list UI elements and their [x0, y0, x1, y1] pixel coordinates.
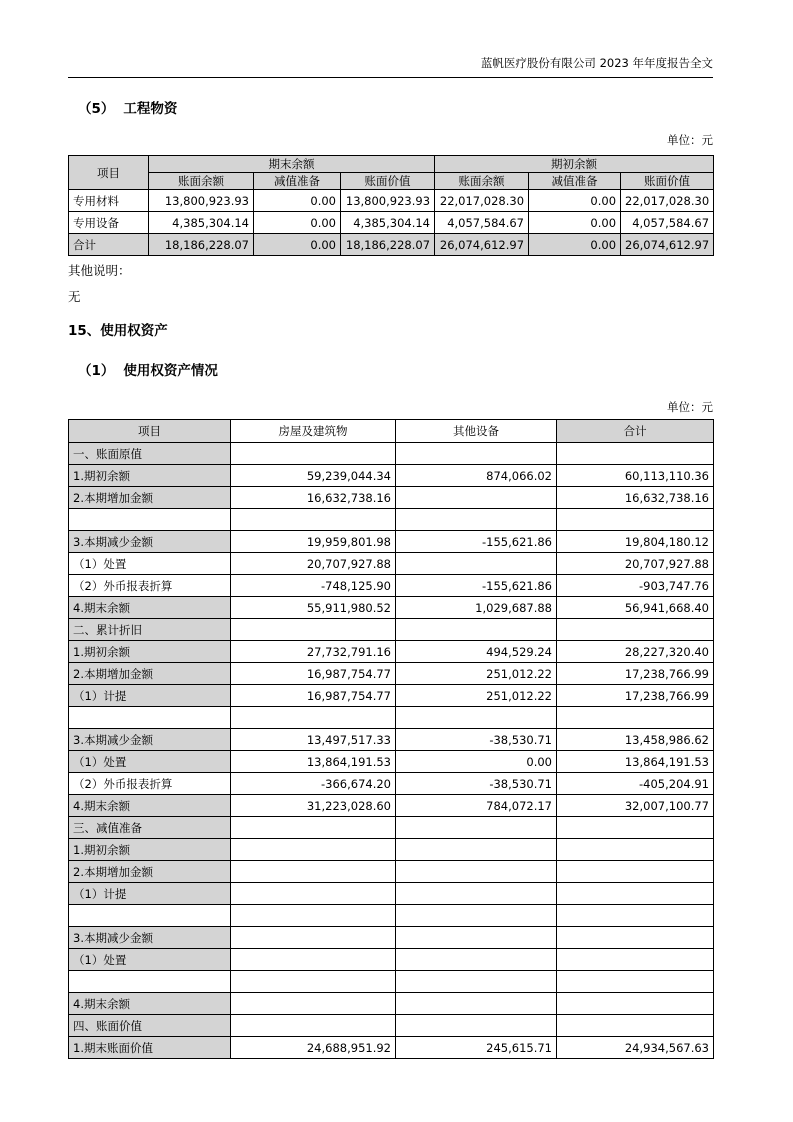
table-engineering-materials: [68, 155, 714, 256]
cell-value: 31,223,028.60: [231, 795, 396, 817]
table-row: [69, 861, 714, 883]
row-label: 1.期初余额: [69, 641, 231, 663]
cell-value: -155,621.86: [396, 575, 557, 597]
cell-value: 251,012.22: [396, 685, 557, 707]
table-header-row-sub: [69, 173, 714, 190]
row-label: （1）计提: [69, 883, 231, 905]
cell-value: 19,804,180.12: [557, 531, 714, 553]
table-header-row-top: [69, 156, 714, 173]
cell-value: [396, 1015, 557, 1037]
row-label: 2.本期增加金额: [69, 861, 231, 883]
row-label: 1.期初余额: [69, 465, 231, 487]
cell-value: [231, 509, 396, 531]
row-label: （2）外币报表折算: [69, 575, 231, 597]
heading-section-5-number: （5）: [78, 101, 115, 117]
cell-value: 20,707,927.88: [231, 553, 396, 575]
row-label: 四、账面价值: [69, 1015, 231, 1037]
cell-value: [396, 839, 557, 861]
table-row: [69, 751, 714, 773]
cell-value: 13,800,923.93: [341, 190, 435, 212]
cell-value: 251,012.22: [396, 663, 557, 685]
cell-value: 55,911,980.52: [231, 597, 396, 619]
row-label: 1.期初余额: [69, 839, 231, 861]
cell-value: 245,615.71: [396, 1037, 557, 1059]
table-row: [69, 1015, 714, 1037]
cell-value: 4,385,304.14: [341, 212, 435, 234]
table-row: [69, 597, 714, 619]
cell-value: -405,204.91: [557, 773, 714, 795]
cell-value: 60,113,110.36: [557, 465, 714, 487]
col-header-total: 合计: [557, 420, 714, 443]
unit-caption-使用权资产: 单位：元: [667, 400, 713, 414]
cell-value: [231, 817, 396, 839]
row-label: 一、账面原值: [69, 443, 231, 465]
cell-value: 32,007,100.77: [557, 795, 714, 817]
cell-value: [231, 839, 396, 861]
cell-value: 1,029,687.88: [396, 597, 557, 619]
cell-value: [396, 971, 557, 993]
row-label: （1）处置: [69, 553, 231, 575]
cell-value: [557, 443, 714, 465]
cell-value: [231, 443, 396, 465]
cell-value: 13,864,191.53: [557, 751, 714, 773]
cell-value: 0.00: [254, 212, 341, 234]
cell-value: 13,800,923.93: [149, 190, 254, 212]
table-row: [69, 212, 714, 234]
row-label: 2.本期增加金额: [69, 663, 231, 685]
cell-value: 13,458,986.62: [557, 729, 714, 751]
col-header-begin-impairment: 减值准备: [529, 173, 621, 190]
row-label: 4.期末余额: [69, 993, 231, 1015]
table-row: [69, 575, 714, 597]
row-label: （1）处置: [69, 751, 231, 773]
row-label: [69, 905, 231, 927]
col-header-begin-book-balance: 账面余额: [435, 173, 529, 190]
cell-value: [396, 443, 557, 465]
cell-value: [231, 993, 396, 1015]
cell-value: [396, 927, 557, 949]
row-label: [69, 707, 231, 729]
table-row: [69, 487, 714, 509]
table-row: [69, 641, 714, 663]
cell-value: 16,632,738.16: [557, 487, 714, 509]
heading-section-5-title: 工程物资: [123, 101, 178, 117]
cell-value: 16,987,754.77: [231, 663, 396, 685]
cell-value: -38,530.71: [396, 729, 557, 751]
cell-value: 28,227,320.40: [557, 641, 714, 663]
col-header-other-equipment: 其他设备: [396, 420, 557, 443]
cell-value: 4,057,584.67: [435, 212, 529, 234]
row-label: （2）外币报表折算: [69, 773, 231, 795]
cell-value: [557, 707, 714, 729]
cell-value: [231, 949, 396, 971]
row-label: 1.期末账面价值: [69, 1037, 231, 1059]
cell-value: 24,688,951.92: [231, 1037, 396, 1059]
cell-value: [557, 883, 714, 905]
table-row: [69, 993, 714, 1015]
cell-value: [231, 1015, 396, 1037]
cell-value: 22,017,028.30: [621, 190, 714, 212]
row-label: 4.期末余额: [69, 597, 231, 619]
cell-value: [231, 707, 396, 729]
col-group-period-end: 期末余额: [149, 156, 435, 173]
cell-value: [557, 971, 714, 993]
cell-value: 26,074,612.97: [621, 234, 714, 256]
heading-section-15-title: 使用权资产: [100, 323, 168, 339]
cell-value: [557, 993, 714, 1015]
cell-value: [557, 861, 714, 883]
cell-value: 494,529.24: [396, 641, 557, 663]
table-row: [69, 949, 714, 971]
cell-value: 4,057,584.67: [621, 212, 714, 234]
cell-value: [396, 993, 557, 1015]
row-label: 三、减值准备: [69, 817, 231, 839]
cell-value: [396, 707, 557, 729]
cell-value: 59,239,044.34: [231, 465, 396, 487]
cell-value: 17,238,766.99: [557, 685, 714, 707]
row-label: （1）处置: [69, 949, 231, 971]
cell-value: [396, 817, 557, 839]
table-row: [69, 707, 714, 729]
row-label: 专用材料: [69, 190, 149, 212]
row-label: 3.本期减少金额: [69, 531, 231, 553]
table-row: [69, 553, 714, 575]
table-row: [69, 817, 714, 839]
cell-value: 0.00: [254, 190, 341, 212]
cell-value: [396, 509, 557, 531]
cell-value: [396, 861, 557, 883]
cell-value: -748,125.90: [231, 575, 396, 597]
row-label: （1）计提: [69, 685, 231, 707]
cell-value: [231, 905, 396, 927]
cell-value: [396, 905, 557, 927]
cell-value: [231, 861, 396, 883]
table-row: [69, 927, 714, 949]
cell-value: -366,674.20: [231, 773, 396, 795]
cell-value: 20,707,927.88: [557, 553, 714, 575]
table-row: [69, 531, 714, 553]
cell-value: 27,732,791.16: [231, 641, 396, 663]
cell-value: [557, 509, 714, 531]
row-label: 4.期末余额: [69, 795, 231, 817]
cell-value: [557, 839, 714, 861]
row-label: [69, 509, 231, 531]
heading-section-15-1-title: 使用权资产情况: [123, 363, 218, 379]
cell-value: [557, 905, 714, 927]
cell-value: 24,934,567.63: [557, 1037, 714, 1059]
col-header-end-book-balance: 账面余额: [149, 173, 254, 190]
cell-value: 16,987,754.77: [231, 685, 396, 707]
cell-value: 13,497,517.33: [231, 729, 396, 751]
cell-value: [396, 487, 557, 509]
cell-value: 784,072.17: [396, 795, 557, 817]
table-row: [69, 839, 714, 861]
cell-value: 13,864,191.53: [231, 751, 396, 773]
cell-value: 0.00: [529, 234, 621, 256]
cell-value: 0.00: [396, 751, 557, 773]
table-row: [69, 190, 714, 212]
cell-value: 0.00: [254, 234, 341, 256]
cell-value: 56,941,668.40: [557, 597, 714, 619]
table-row: [69, 795, 714, 817]
row-label: 2.本期增加金额: [69, 487, 231, 509]
cell-value: -903,747.76: [557, 575, 714, 597]
table-row: [69, 1037, 714, 1059]
cell-value: [557, 949, 714, 971]
col-header-end-book-value: 账面价值: [341, 173, 435, 190]
table-row: [69, 465, 714, 487]
cell-value: [557, 1015, 714, 1037]
cell-value: 874,066.02: [396, 465, 557, 487]
table-row: [69, 905, 714, 927]
table2-header-row: [69, 420, 714, 443]
cell-value: [231, 619, 396, 641]
col-header-begin-book-value: 账面价值: [621, 173, 714, 190]
cell-value: [396, 553, 557, 575]
cell-value: 22,017,028.30: [435, 190, 529, 212]
unit-caption-工程物资: 单位：元: [667, 133, 713, 147]
cell-value: [231, 883, 396, 905]
table-row: [69, 663, 714, 685]
table-row: [69, 619, 714, 641]
cell-value: [231, 971, 396, 993]
cell-value: 0.00: [529, 212, 621, 234]
cell-value: [396, 949, 557, 971]
table-row: [69, 685, 714, 707]
table-row: [69, 234, 714, 256]
cell-value: 16,632,738.16: [231, 487, 396, 509]
table-row: [69, 509, 714, 531]
table-row: [69, 773, 714, 795]
heading-section-15-number: 15、: [68, 323, 101, 339]
cell-value: [557, 619, 714, 641]
cell-value: 26,074,612.97: [435, 234, 529, 256]
cell-value: -155,621.86: [396, 531, 557, 553]
col-header-buildings: 房屋及建筑物: [231, 420, 396, 443]
cell-value: 0.00: [529, 190, 621, 212]
cell-value: [557, 817, 714, 839]
row-label: 专用设备: [69, 212, 149, 234]
heading-section-15-1: [78, 362, 218, 380]
table-row: [69, 971, 714, 993]
col-header-item: 项目: [69, 156, 149, 190]
table-row: [69, 443, 714, 465]
header-rule: [68, 77, 713, 78]
other-notes-label: 其他说明：: [68, 263, 131, 278]
row-label: 二、累计折旧: [69, 619, 231, 641]
heading-section-15-1-number: （1）: [78, 363, 115, 379]
cell-value: 17,238,766.99: [557, 663, 714, 685]
cell-value: 4,385,304.14: [149, 212, 254, 234]
cell-value: [231, 927, 396, 949]
cell-value: [396, 619, 557, 641]
row-label: 3.本期减少金额: [69, 927, 231, 949]
cell-value: -38,530.71: [396, 773, 557, 795]
col-header-item: 项目: [69, 420, 231, 443]
cell-value: 19,959,801.98: [231, 531, 396, 553]
col-header-end-impairment: 减值准备: [254, 173, 341, 190]
table-row: [69, 729, 714, 751]
heading-section-15: [68, 322, 168, 340]
cell-value: 18,186,228.07: [341, 234, 435, 256]
cell-value: [557, 927, 714, 949]
table-right-of-use-assets: [68, 419, 714, 1059]
cell-value: 18,186,228.07: [149, 234, 254, 256]
row-label: [69, 971, 231, 993]
col-group-period-begin: 期初余额: [435, 156, 714, 173]
row-label: 合计: [69, 234, 149, 256]
row-label: 3.本期减少金额: [69, 729, 231, 751]
other-notes-value: 无: [68, 289, 81, 304]
heading-section-5: [78, 100, 177, 118]
cell-value: [396, 883, 557, 905]
table-row: [69, 883, 714, 905]
running-header: 蓝帆医疗股份有限公司 2023 年年度报告全文: [480, 56, 713, 70]
